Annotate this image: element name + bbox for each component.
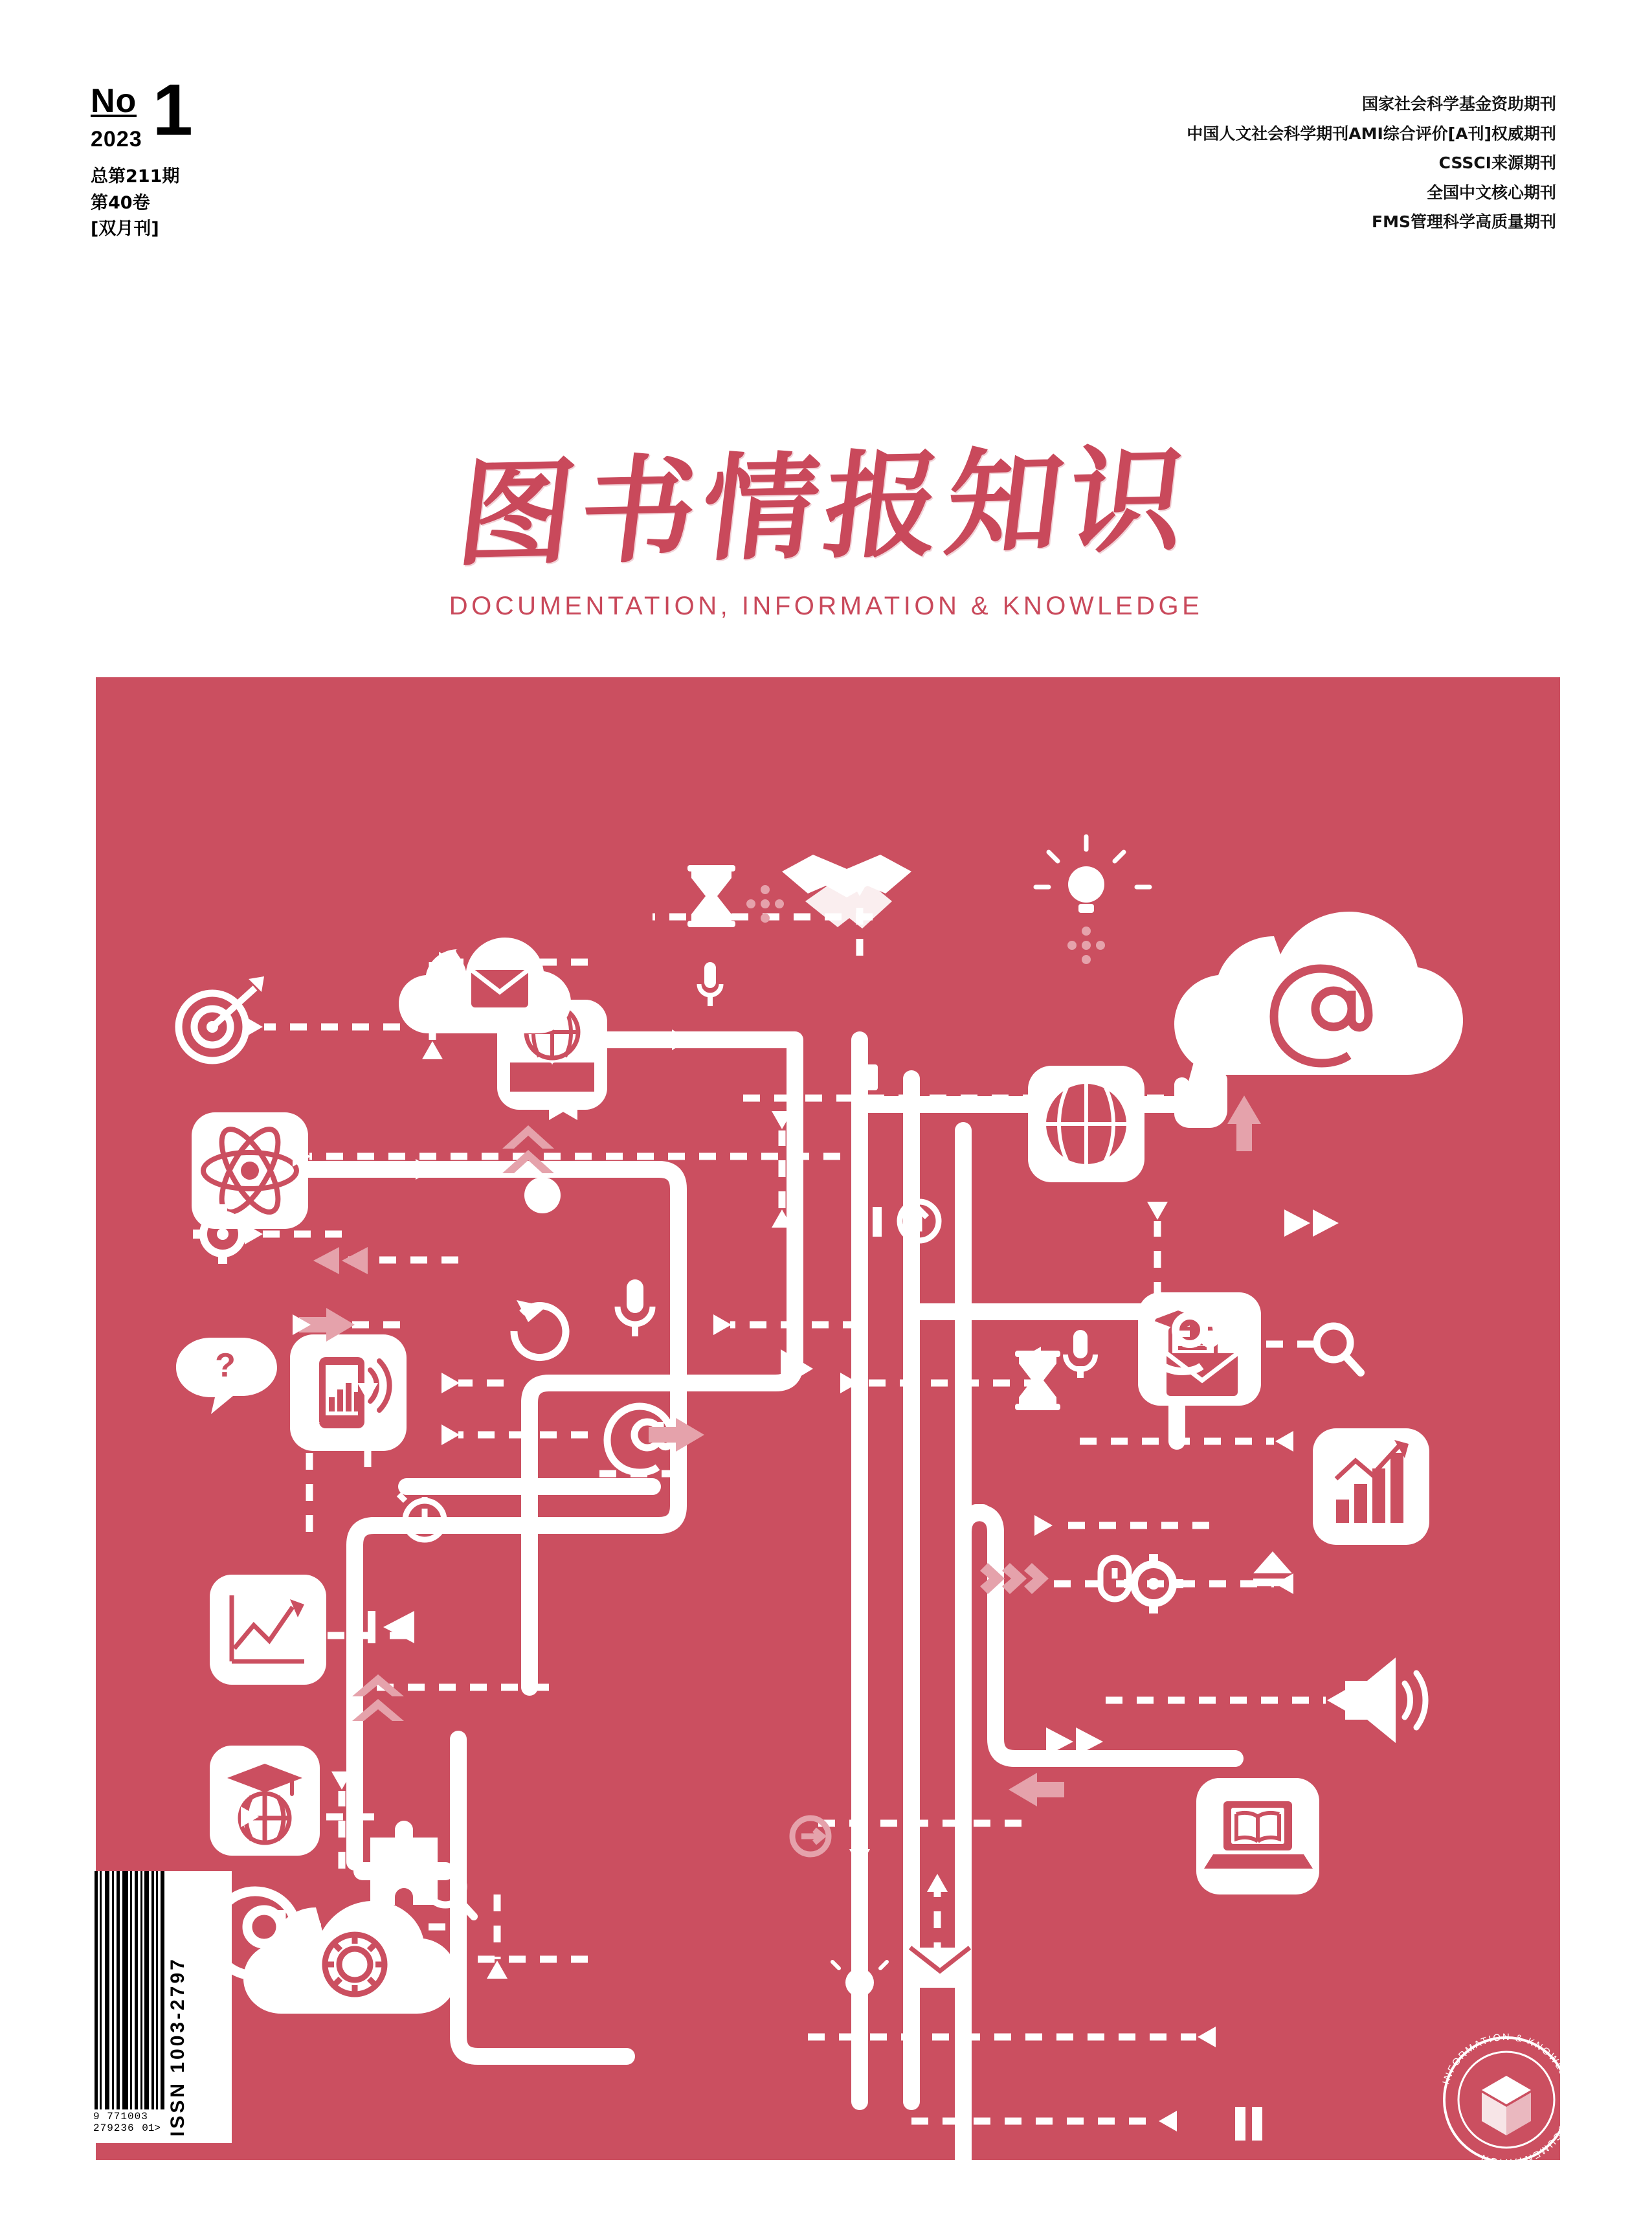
artwork-svg (96, 677, 1560, 2160)
ean13-barcode (91, 1871, 167, 2143)
icon-cloud-at (1174, 912, 1463, 1075)
icon-cloud-mail (399, 938, 571, 1033)
icon-laptop-book-tile (1196, 1778, 1319, 1894)
honors-list (1187, 89, 1556, 237)
icon-arrow-right-pink (1009, 1773, 1064, 1806)
icon-mouse (1100, 1558, 1129, 1599)
icon-microphone (618, 1279, 653, 1336)
icon-pause-bottom (1235, 2107, 1262, 2141)
masthead (0, 414, 1652, 621)
icon-refresh (514, 1300, 566, 1358)
icon-globe-tile (1028, 1066, 1144, 1182)
issue-block (91, 69, 193, 243)
icon-circle (524, 1177, 561, 1213)
icon-education-globe-tile (210, 1746, 320, 1856)
icon-dot-arrow-up (1067, 927, 1105, 964)
issue-number: 1 (152, 69, 193, 150)
svg-text:?: ? (215, 1347, 236, 1384)
icon-envelope-bottom (910, 1948, 970, 1988)
icon-bar-chart-tile (1313, 1428, 1429, 1545)
icon-square (852, 1064, 878, 1090)
barcode-block (91, 1871, 232, 2143)
seal-text: INFORMATION & KNOWLEDGE · DOCUMENTATION · (1440, 2031, 1575, 2168)
icon-hourglass (687, 865, 735, 927)
icon-rewind-double (313, 1247, 368, 1274)
honor-item: FMS管理科学高质量期刊 (1372, 212, 1556, 231)
icon-fast-forward (1284, 1209, 1339, 1237)
icon-microphone-2 (1066, 1330, 1095, 1378)
icon-lightbulb-top (1036, 837, 1150, 913)
issue-number-row (91, 69, 193, 152)
issue-no-label: No (91, 82, 137, 120)
issn-label: ISSN 1003-2797 (167, 1957, 188, 2137)
icon-target (179, 976, 264, 1061)
icon-speaker (1345, 1658, 1425, 1743)
honor-item: 中国人文社会科学期刊AMI综合评价[A刊]权威期刊 (1187, 124, 1556, 143)
issue-meta (91, 164, 193, 243)
honor-item: 国家社会科学基金资助期刊 (1361, 95, 1556, 113)
icon-puzzle (353, 1821, 454, 1905)
barcode-addon: 01> (142, 2122, 161, 2134)
honor-item: CSSCI来源期刊 (1438, 153, 1556, 172)
icon-chevrons-right (980, 1563, 1049, 1594)
icon-chart-tile (210, 1575, 326, 1685)
issue-total: 总第211期 (91, 166, 180, 186)
icon-gear-right (1124, 1554, 1183, 1613)
icon-atom-tile (192, 1112, 308, 1229)
icon-arrow-up-pink (1227, 1096, 1261, 1151)
honor-item: 全国中文核心期刊 (1426, 183, 1556, 202)
barcode-digits: 9 771003 279236 (93, 2111, 148, 2134)
issue-year: 2023 (91, 127, 142, 152)
journal-title-cn: 图书情报知识 (451, 431, 1200, 582)
icon-mic-stand (699, 962, 721, 1006)
cover-artwork (96, 677, 1560, 2160)
icon-circle-arrow-right (792, 1818, 829, 1854)
icon-pause-mid (858, 1207, 882, 1237)
icon-lightbulb-bottom (832, 1950, 887, 2005)
seal-cube-icon (1482, 2076, 1531, 2135)
icon-question-bubble (176, 1338, 277, 1414)
issue-frequency: [双月刊] (91, 219, 159, 239)
publisher-seal (1432, 2025, 1581, 2174)
issue-volume: 第40卷 (91, 192, 150, 213)
journal-title-en: DOCUMENTATION, INFORMATION & KNOWLEDGE (449, 592, 1203, 620)
